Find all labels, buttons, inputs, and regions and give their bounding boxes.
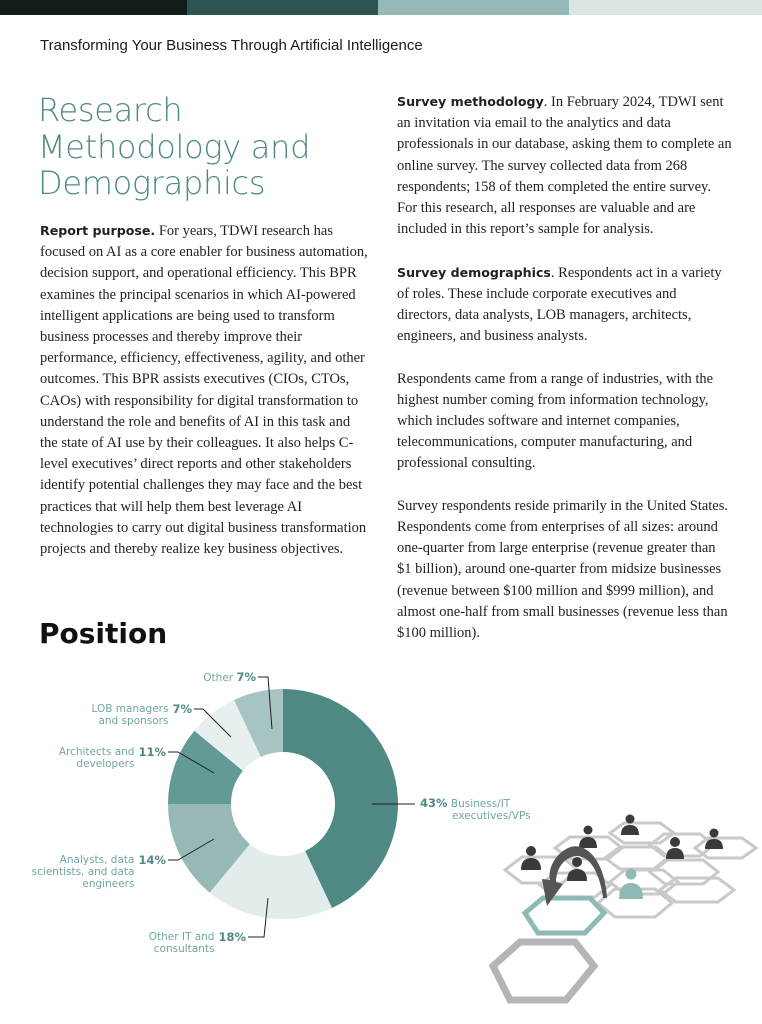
- slice-label-4: [86, 703, 192, 727]
- slice-pct-4: 7%: [172, 702, 192, 716]
- slice-pct-5: 7%: [236, 670, 256, 684]
- methodology-lead: Survey methodology: [397, 94, 544, 109]
- slice-pct-0: 43%: [420, 796, 448, 810]
- chart-title: Position: [39, 617, 168, 650]
- slice-text: Other: [203, 672, 234, 684]
- page-title: Research Methodology and Demographics: [38, 91, 311, 202]
- running-header: Transforming Your Business Through Artificial Intelligence: [40, 37, 423, 54]
- slice-text: LOB managers and sponsors: [91, 703, 169, 727]
- person-icon: [567, 857, 587, 881]
- slice-text: Architects and developers: [58, 746, 135, 770]
- industries-paragraph: Respondents came from a range of industries, with the highest number coming from information technology, which includes software and internet companies, telecommunications, computer manufacturing, and professional consulting.: [397, 370, 714, 472]
- slice-pct-3: 11%: [138, 745, 166, 759]
- slice-text: Business/IT: [450, 798, 511, 810]
- report-purpose-text: For years, TDWI research has focused on AI as a core enabler for business automation, decision support, and operational efficiency. This BPR examines the principal scenarios in which AI-powered intelligent applications are being used to transform business processes and thereby improve their performance, efficiency, effectiveness, agility, and other outcomes. This BPR assists executives (CIOs, CTOs, CAOs) with responsibility for digital transformation to understand the role and benefits of AI in this task and the state of AI use by their colleagues. It also helps C-level executives’ direct reports and other stakeholders identify potential challenges they may face and the best practices that will help them best leverage AI technologies to carry out digital business transformation projects and thereby realize key business objectives.: [40, 223, 368, 558]
- slice-text: executives/VPs: [452, 810, 531, 822]
- company-size-paragraph: Survey respondents reside primarily in the United States. Respondents come from enterprises of all sizes: around one-quarter from large enterprise (revenue greater than $1 billion), around one-quarter from midsize businesses (revenue between $100 million and $999 million), and almost one-half from small businesses (revenue less than $100 million).: [397, 497, 729, 642]
- slice-label-0: [420, 797, 531, 822]
- demographics-lead: Survey demographics: [397, 264, 551, 280]
- slice-label-3: [46, 746, 166, 770]
- network-illustration: [493, 815, 756, 1001]
- person-icon: [666, 837, 684, 859]
- slice-label-1: [134, 931, 246, 955]
- slice-pct-1: 18%: [218, 930, 246, 944]
- slice-label-2: [16, 854, 166, 890]
- slice-text: Analysts, data scientists, and data engineers: [31, 854, 135, 890]
- methodology-text: . In February 2024, TDWI sent an invitation via email to the analytics and data professionals in our database, asking them to complete an online survey. The survey collected data from 268 respondents; 158 of them completed the entire survey. For this research, all responses are valuable and are included in this report’s sample for analysis.: [397, 94, 732, 238]
- large-grey-hexagon: [493, 942, 594, 1000]
- slice-label-5: [150, 671, 256, 684]
- slice-text: Other IT and consultants: [148, 931, 215, 955]
- slice-pct-2: 14%: [138, 853, 166, 867]
- teal-hexagon: [525, 898, 604, 933]
- report-purpose-lead: Report purpose.: [40, 223, 156, 238]
- demographics-text: . Respondents act in a variety of roles. These include corporate executives and directors, data analysts, LOB managers, architects, engineers, and business analysts.: [397, 264, 722, 345]
